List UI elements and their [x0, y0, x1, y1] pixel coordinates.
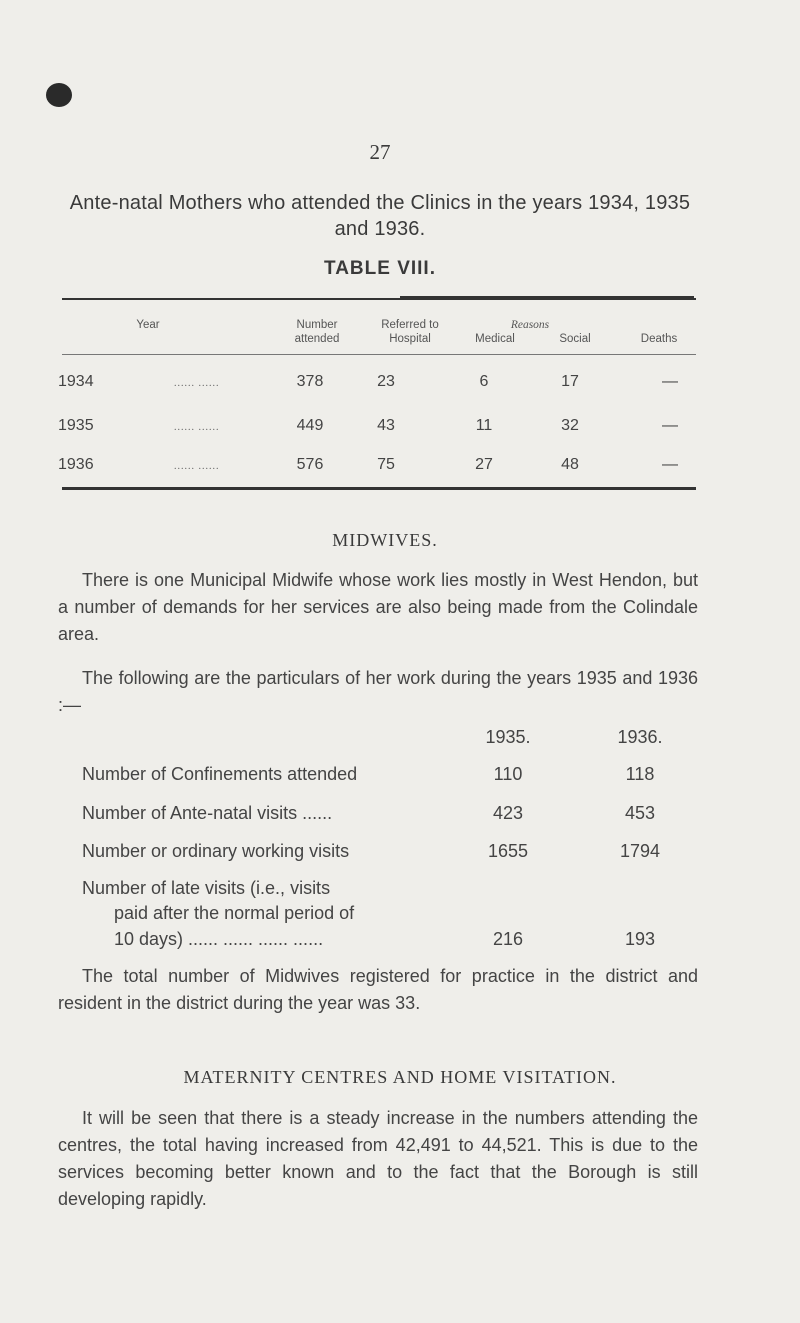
row-leader-dots: ...... ......	[174, 378, 220, 389]
row-leader-dots: ...... ......	[174, 422, 220, 433]
row-year: 1935	[58, 417, 94, 434]
row-medical: 6	[479, 373, 489, 390]
table-top-rule-thick	[400, 296, 694, 299]
midwives-intro-paragraph	[58, 665, 698, 719]
row-attended: 576	[296, 456, 324, 473]
header-rule	[62, 354, 696, 355]
row-label-line1: Number of late visits (i.e., visits	[82, 878, 331, 898]
punch-hole	[46, 83, 72, 107]
paragraph-text: The following are the particulars of her work during the years 1935 and 1936 :—	[58, 668, 698, 715]
header-number-attended: Number attended	[294, 319, 340, 345]
row-referred: 75	[377, 456, 395, 473]
table-title: TABLE VIII.	[324, 258, 436, 279]
header-medical: Medical	[475, 333, 515, 345]
table-bottom-rule	[62, 487, 696, 490]
col-1935: 1935.	[485, 727, 531, 747]
row-label: Number of Ante-natal visits ......	[82, 803, 333, 823]
row-1936: 118	[625, 764, 655, 784]
row-leader-dots: ...... ......	[174, 461, 220, 472]
row-label-line2: paid after the normal period of	[114, 903, 355, 923]
header-reasons: Reasons	[510, 319, 550, 331]
row-1935: 216	[492, 929, 524, 949]
row-social: 32	[561, 417, 579, 434]
header-social: Social	[559, 333, 591, 345]
row-label-line3: 10 days) ...... ...... ...... ......	[114, 929, 324, 949]
row-year: 1934	[58, 373, 94, 390]
row-medical: 11	[475, 417, 493, 434]
midwives-heading: MIDWIVES.	[332, 530, 438, 550]
paragraph-text: The total number of Midwives registered for practice in the district and resident in the district during the year was 33.	[58, 966, 698, 1013]
row-label: Number or ordinary working visits	[82, 841, 350, 861]
row-1936: 453	[624, 803, 656, 823]
midwives-row-late-visits	[58, 878, 698, 968]
row-deaths: —	[662, 417, 678, 434]
row-label: Number of Confinements attended	[82, 764, 358, 784]
midwives-total-paragraph	[58, 963, 698, 1017]
row-social: 48	[561, 456, 579, 473]
row-medical: 27	[475, 456, 493, 473]
row-deaths: —	[662, 373, 678, 390]
page-number: 27	[369, 140, 391, 164]
row-1936: 1794	[619, 841, 661, 861]
header-year: Year	[136, 319, 160, 331]
paragraph-text: It will be seen that there is a steady increase in the numbers attending the centres, the total having increased from 42,491 to 44,521. This is due to the services becoming better known and to the fact that the Borough is still developing rapidly.	[58, 1108, 698, 1209]
row-year: 1936	[58, 456, 94, 473]
row-1936: 193	[624, 929, 656, 949]
maternity-heading: MATERNITY CENTRES AND HOME VISITATION.	[183, 1067, 617, 1087]
maternity-paragraph	[58, 1105, 698, 1213]
row-attended: 378	[296, 373, 324, 390]
row-1935: 1655	[487, 841, 529, 861]
col-1936: 1936.	[617, 727, 663, 747]
midwives-paragraph	[58, 567, 698, 648]
header-deaths: Deaths	[640, 333, 678, 345]
header-referred: Referred to Hospital	[381, 319, 439, 345]
row-attended: 449	[296, 417, 324, 434]
row-referred: 23	[377, 373, 395, 390]
row-social: 17	[561, 373, 579, 390]
row-deaths: —	[662, 456, 678, 473]
paragraph-text: There is one Municipal Midwife whose work lies mostly in West Hendon, but a number of demands for her services are also being made from the Colindale area.	[58, 570, 698, 644]
table-caption: Ante-natal Mothers who attended the Clinics in the years 1934, 1935 and 1936.	[69, 192, 691, 240]
row-1935: 110	[493, 764, 523, 784]
row-1935: 423	[492, 803, 524, 823]
row-referred: 43	[377, 417, 395, 434]
